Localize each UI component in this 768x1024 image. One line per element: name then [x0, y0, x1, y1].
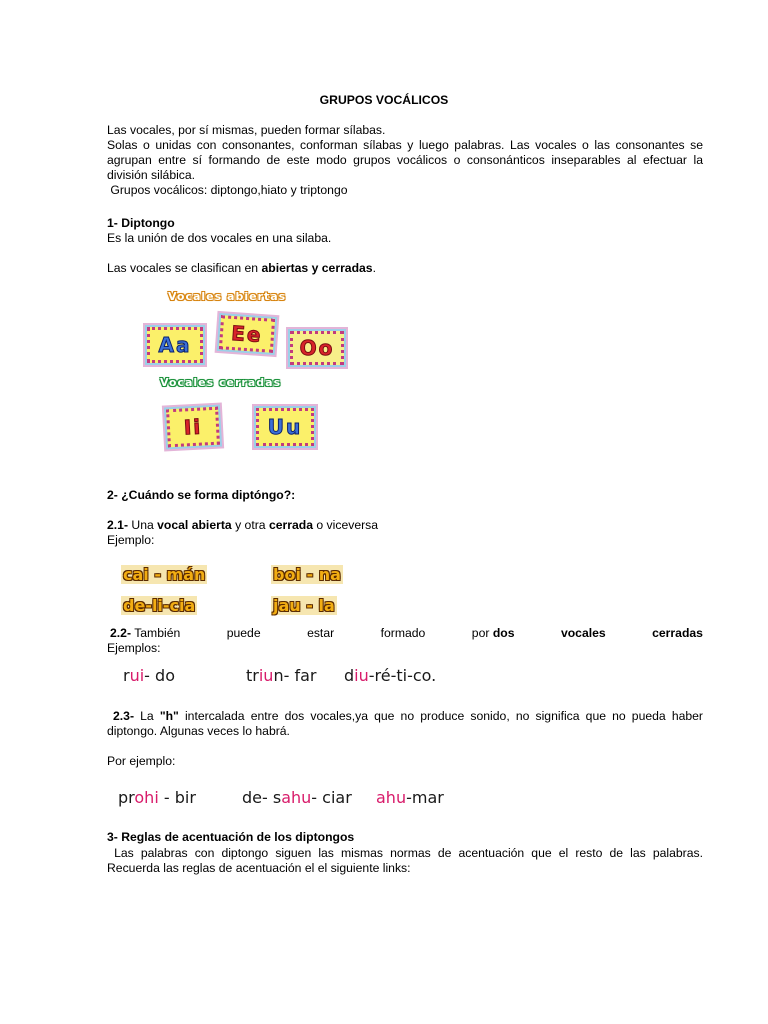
- intro-line-2: Solas o unidas con consonantes, conforman sílabas y luego palabras. Las vocales o las consonantes se: [107, 138, 703, 152]
- rule-2-1: [107, 518, 703, 533]
- rule-2-3-number: 2.3-: [113, 709, 135, 723]
- word-part: - ciar: [311, 788, 352, 807]
- rule-2-1-bold-a: vocal abierta: [157, 518, 232, 532]
- example-word-jaula: jau - la: [273, 596, 335, 615]
- examples-label: Ejemplos:: [107, 641, 161, 655]
- example-word-ahumar: [376, 788, 444, 807]
- word-vowels: iu: [354, 666, 369, 685]
- word-vowels: ahu: [376, 788, 407, 807]
- vowel-tile-u: Uu: [256, 408, 314, 446]
- section-3-line-2: Recuerda las reglas de acentuación el el siguiente links:: [107, 861, 411, 875]
- rule-2-2-word-3: estar: [307, 626, 335, 640]
- rule-2-2: [110, 626, 703, 641]
- section-3-line-1: Las palabras con diptongo siguen las mismas normas de acentuación que el resto de las palabras.: [107, 846, 703, 860]
- word-part: -ré-ti-co.: [368, 666, 437, 685]
- intro-line-3: agrupan entre sí formando de este modo grupos vocálicos o consonánticos inseparables al efectuar la: [107, 153, 703, 167]
- word-vowels: ahu: [281, 788, 312, 807]
- intro-line-4: división silábica.: [107, 168, 196, 182]
- section-3-heading: 3- Reglas de acentuación de los diptongos: [107, 830, 355, 844]
- closed-vowels-label: Vocales cerradas: [160, 376, 282, 389]
- rule-2-2-number: 2.2-: [110, 626, 132, 640]
- word-part: n- far: [273, 666, 317, 685]
- vowel-tile-a: Aa: [147, 327, 203, 363]
- rule-2-2-word-6: dos: [492, 626, 515, 640]
- example-word-desahuciar: [242, 788, 352, 807]
- example-word-boina: boi - na: [273, 565, 341, 584]
- rule-2-2-word-5: por: [471, 626, 490, 640]
- example-label: Ejemplo:: [107, 533, 155, 547]
- word-vowels: ohi: [134, 788, 159, 807]
- intro-line-1: Las vocales, por sí mismas, pueden formar sílabas.: [107, 123, 386, 137]
- classification-end: .: [372, 261, 376, 275]
- rule-2-1-text-b: y otra: [231, 518, 269, 532]
- example-word-triunfar: [246, 666, 316, 685]
- for-example-label: Por ejemplo:: [107, 754, 176, 768]
- classification-text: Las vocales se clasifican en: [107, 261, 262, 275]
- rule-2-3-line-2: diptongo. Algunas veces lo habrá.: [107, 724, 290, 738]
- rule-2-2-word-2: puede: [226, 626, 261, 640]
- page-title: GRUPOS VOCÁLICOS: [319, 93, 449, 107]
- vowel-tile-o: Oo: [290, 331, 344, 365]
- example-word-delicia: de-li-cia: [123, 596, 196, 615]
- rule-2-1-bold-b: cerrada: [268, 518, 313, 532]
- word-part: -mar: [406, 788, 444, 807]
- word-part: r: [123, 666, 130, 685]
- word-part: d: [344, 666, 355, 685]
- word-vowels: ui: [129, 666, 145, 685]
- rule-2-2-word-7: vocales: [560, 626, 606, 640]
- open-vowels-label: Vocales abiertas: [168, 290, 287, 303]
- example-word-caiman: cai - mán: [123, 565, 206, 584]
- intro-line-5: Grupos vocálicos: diptongo,hiato y triptongo: [107, 183, 348, 197]
- word-part: - bir: [158, 788, 196, 807]
- rule-2-3-h: "h": [159, 709, 179, 723]
- rule-2-2-word-1: También: [134, 626, 181, 640]
- word-vowels: iu: [258, 666, 274, 685]
- classification-bold: abiertas y cerradas: [261, 261, 373, 275]
- word-part: - do: [144, 666, 175, 685]
- rule-2-1-text-c: o viceversa: [313, 518, 379, 532]
- word-part: pr: [118, 788, 135, 807]
- rule-2-1-number: 2.1-: [107, 518, 129, 532]
- word-part: tr: [246, 666, 259, 685]
- classification-line: [107, 261, 703, 276]
- rule-2-3-text-b: intercalada entre dos vocales,ya que no produce sonido, no significa que no pueda haber: [178, 709, 703, 723]
- word-part: de- s: [242, 788, 282, 807]
- example-word-prohibir: [118, 788, 196, 807]
- example-word-diuretico: [344, 666, 436, 685]
- section-1-definition: Es la unión de dos vocales en una silaba.: [107, 231, 332, 245]
- example-word-ruido: [123, 666, 175, 685]
- rule-2-1-text-a: Una: [128, 518, 158, 532]
- vowel-tile-e: Ee: [219, 315, 275, 353]
- vowels-figure: [140, 284, 370, 456]
- section-2-heading: 2- ¿Cuándo se forma diptóngo?:: [107, 488, 296, 502]
- vowel-tile-i: Ii: [166, 407, 220, 448]
- rule-2-2-word-4: formado: [380, 626, 426, 640]
- rule-2-3-line-1: [113, 709, 703, 724]
- rule-2-3-text-a: La: [134, 709, 160, 723]
- section-1-heading: 1- Diptongo: [107, 216, 175, 230]
- rule-2-2-word-8: cerradas: [652, 626, 703, 640]
